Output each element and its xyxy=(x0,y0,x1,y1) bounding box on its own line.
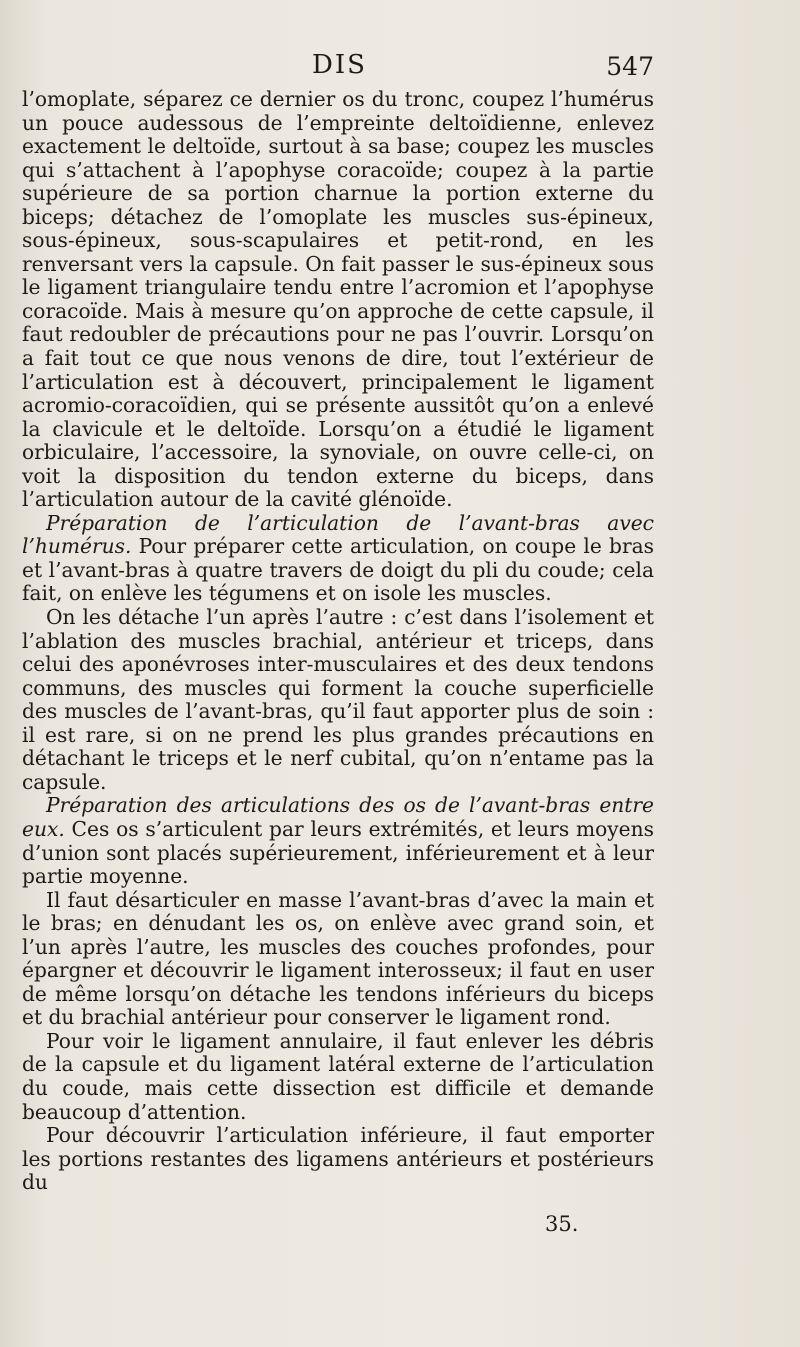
paragraph xyxy=(22,794,654,888)
paragraph-text: Pour voir le ligament annulaire, il faut enlever les débris de la capsule et du ligament latéral externe de l’articulation du coude, mais cette dissection est difficile et demande beaucoup d’attention. xyxy=(22,1028,654,1124)
page-number: 547 xyxy=(606,52,654,81)
paragraph-text: Ces os s’articulent par leurs extrémités, et leurs moyens d’union sont placés supérieurement, inférieurement et à leur partie moyenne. xyxy=(22,816,654,889)
paragraph xyxy=(22,606,654,794)
paragraph-text: Il faut désarticuler en masse l’avant-bras d’avec la main et le bras; en dénudant les os, on enlève avec grand soin, et l’un après l’autre, les muscles des couches profondes, pour épargner et découvrir le ligament interosseux; il faut en user de même lorsqu’on détache les tendons inférieurs du biceps et du brachial antérieur pour conserver le ligament rond. xyxy=(22,887,654,1030)
page-header xyxy=(22,50,654,86)
body-text xyxy=(22,88,654,1195)
paragraph-text: On les détache l’un après l’autre : c’est dans l’isolement et l’ablation des muscles brachial, antérieur et triceps, dans celui des aponévroses inter-musculaires et des deux tendons communs, des muscles qui forment la couche superficielle des muscles de l’avant-bras, qu’il faut apporter plus de soin : il est rare, si on ne prend les plus grandes précautions en détachant le triceps et le nerf cubital, qu’on n’entame pas la capsule. xyxy=(22,605,654,794)
paragraph xyxy=(22,1124,654,1195)
paragraph xyxy=(22,1030,654,1124)
paragraph-text: Pour découvrir l’articulation inférieure, il faut emporter les portions restantes des ligamens antérieurs et postérieurs du xyxy=(22,1123,654,1195)
paragraph-text: Pour préparer cette articulation, on coupe le bras et l’avant-bras à quatre travers de doigt du pli du coude; cela fait, on enlève les tégumens et on isole les muscles. xyxy=(22,534,654,606)
signature-mark: 35. xyxy=(545,1212,579,1236)
running-head: DIS xyxy=(312,50,367,80)
paragraph xyxy=(22,889,654,1030)
paragraph-text: l’omoplate, séparez ce dernier os du tronc, coupez l’humérus un pouce audessous de l’empreinte deltoïdienne, enlevez exactement le deltoïde, surtout à sa base; coupez les muscles qui s’attachent à l’apophyse coracoïde; coupez à la partie supérieure de sa portion charnue la portion externe du biceps; détachez de l’omoplate les muscles sus-épineux, sous-épineux, sous-scapulaires et petit-rond, en les renversant vers la capsule. On fait passer le sus-épineux sous le ligament triangulaire tendu entre l’acromion et l’apophyse coracoïde. Mais à mesure qu’on approche de cette capsule, il faut redoubler de précautions pour ne pas l’ouvrir. Lorsqu’on a fait tout ce que nous venons de dire, tout l’extérieur de l’articulation est à découvert, principalement le ligament acromio-coracoïdien, qui se présente aussitôt qu’on a enlevé la clavicule et le deltoïde. Lorsqu’on a étudié le ligament orbiculaire, l’accessoire, la synoviale, on ouvre celle-ci, on voit la disposition du tendon externe du biceps, dans l’articulation autour de la cavité glénoïde. xyxy=(22,87,654,512)
paragraph xyxy=(22,88,654,512)
section-heading: Préparation des articulations des os de l’avant-bras entre eux. xyxy=(22,793,654,841)
section-heading: Préparation de l’articulation de l’avant-bras avec l’humérus. xyxy=(22,510,654,559)
paragraph xyxy=(22,512,654,606)
